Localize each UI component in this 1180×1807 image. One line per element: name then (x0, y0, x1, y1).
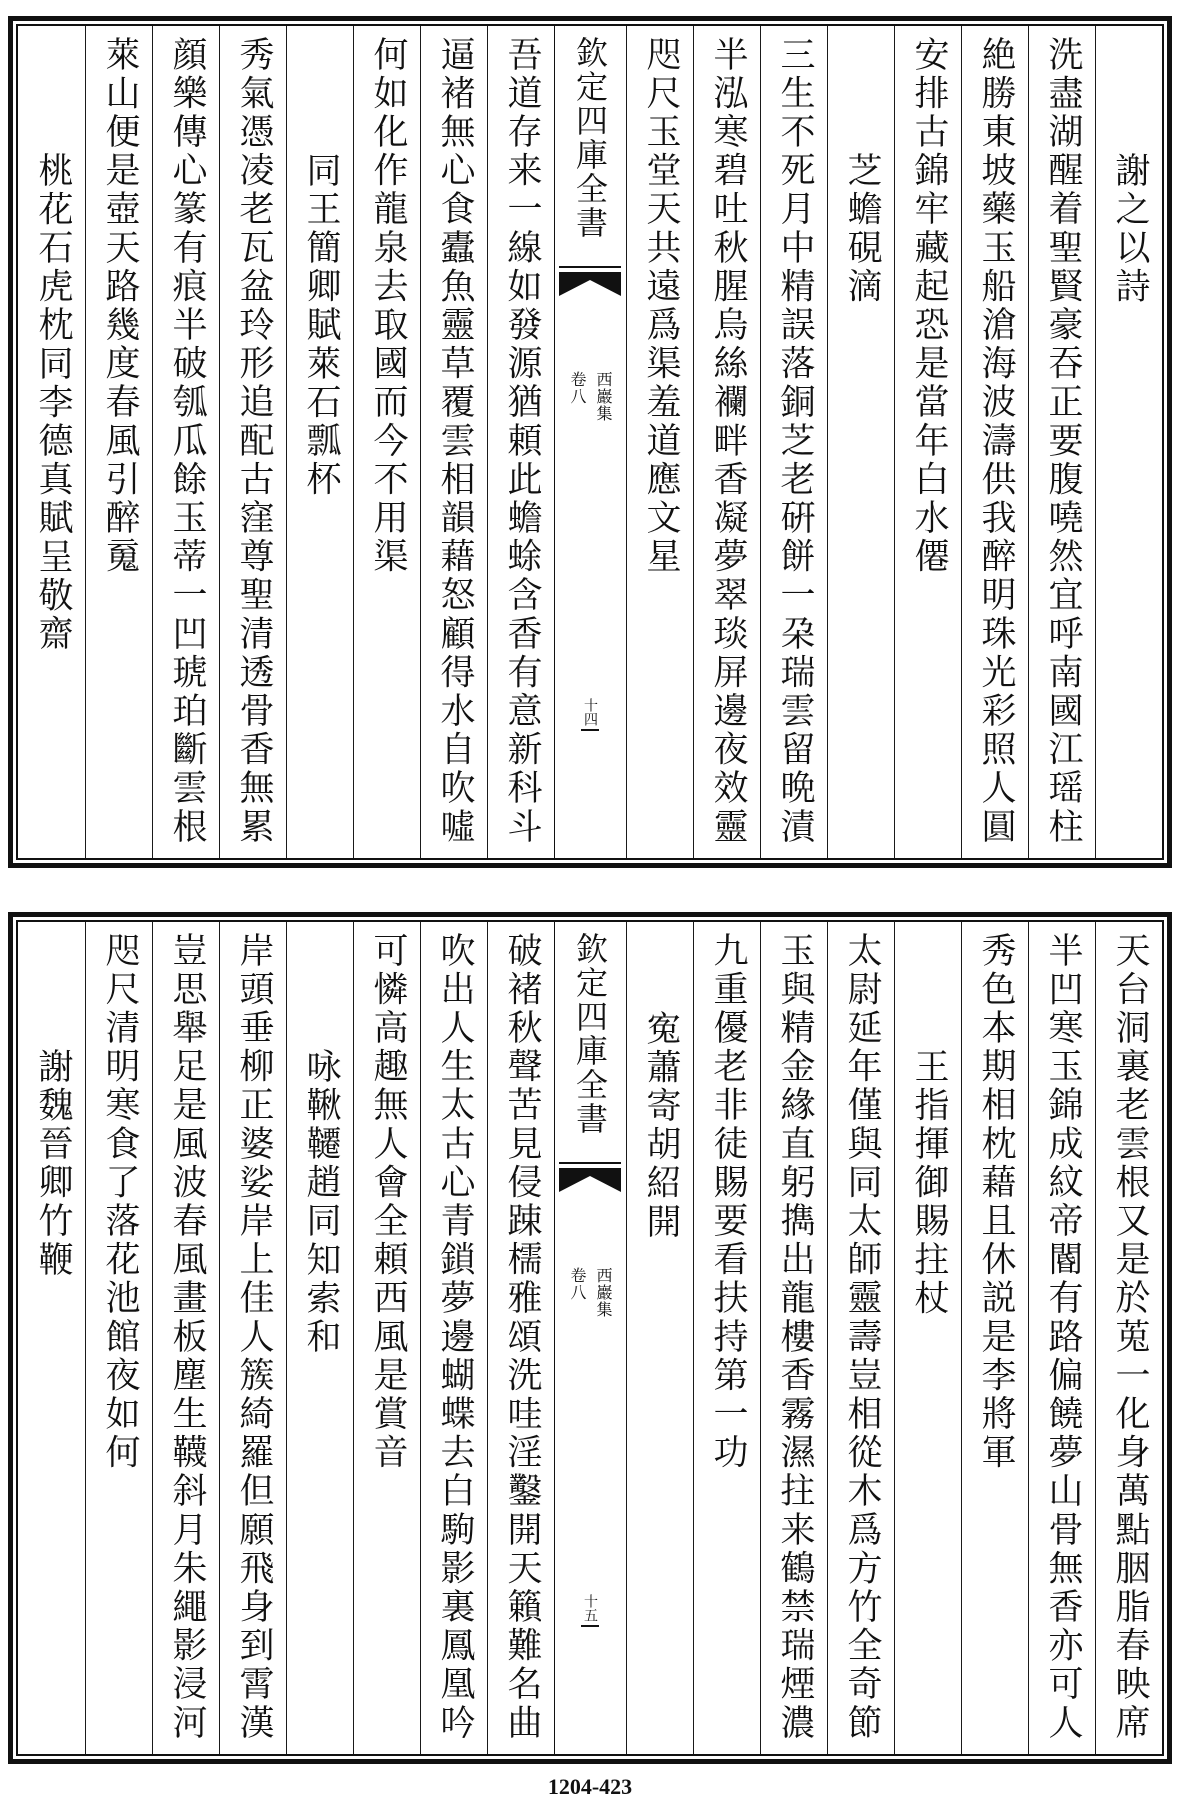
text-column: 顔樂傳心篆有痕半破瓠瓜餘玉蒂一凹琥珀斷雲根 (152, 26, 219, 858)
poem-title-column: 咏鞦韆趙同知索和 (286, 922, 353, 1754)
text-column: 萊山便是壺天路幾度春風引醉䰟 (85, 26, 152, 858)
fold-volume: 卷八 (568, 1267, 587, 1301)
text-column: 吹出人生太古心青鎖夢邊蝴蝶去白駒影裏鳳凰吟 (420, 922, 487, 1754)
page-number-rule (581, 729, 599, 731)
fold-column (554, 922, 626, 1754)
text-column: 咫尺玉堂天共遠爲渠羞道應文星 (626, 26, 693, 858)
fold-title: 欽定四庫全書 (571, 932, 609, 1136)
poem-title-column: 桃花石虎枕同李德真賦呈敬齋 (33, 152, 73, 654)
text-column: 何如化作龍泉去取國而今不用渠 (353, 26, 420, 858)
text-column: 半凹寒玉錦成紋帝閽有路偏饒夢山骨無香亦可人 (1028, 922, 1095, 1754)
text-column: 破褚秋聲苦見侵踈檽雅頌洗哇淫鑿開天籟難名曲 (487, 922, 554, 1754)
text-column: 半泓寒碧吐秋腥烏絲襴畔香凝夢翠琰屏邊夜效靈 (693, 26, 760, 858)
text-column: 天台洞裏老雲根又是於莵一化身萬點胭脂春映席 (1095, 922, 1162, 1754)
poem-title-column: 謝之以詩 (1095, 26, 1162, 858)
fold-page-number (555, 1594, 625, 1627)
footer-page-id: 1204-423 (547, 1774, 633, 1799)
text-column: 玉與精金緣直躬擕出龍樓香霧濕拄来鶴禁瑞煙濃 (760, 922, 827, 1754)
poem-title-column: 芝蟾硯滴 (827, 26, 894, 858)
page-bottom (8, 912, 1172, 1764)
text-column: 洗盡湖醒着聖賢豪吞正要腹嘵然宜呼南國江瑶柱 (1028, 26, 1095, 858)
fold-meta (555, 1267, 625, 1318)
fold-column (554, 26, 626, 858)
fold-volume: 卷八 (568, 371, 587, 405)
poem-title-column: 同王簡卿賦萊石瓢杯 (286, 26, 353, 858)
fold-book-name: 西巖集 (594, 1267, 613, 1318)
text-column: 絶勝東坡藥玉船滄海波濤供我醉明珠光彩照人圓 (961, 26, 1028, 858)
poem-title-column: 謝魏晉卿竹鞭 (33, 1048, 73, 1280)
text-column: 逼褚無心食蠹魚靈草覆雲相韻藉怒顧得水自吹噓 (420, 26, 487, 858)
page-top-frame (16, 24, 1164, 860)
fold-book-name: 西巖集 (594, 371, 613, 422)
text-column: 吾道存来一線如發源猶頼此蟾蜍含香有意新科斗 (487, 26, 554, 858)
text-column: 三生不死月中精誤落銅芝老硏餅一朶瑞雲留晩漬 (760, 26, 827, 858)
text-column: 秀色本期相枕藉且休説是李將軍 (961, 922, 1028, 1754)
fold-title: 欽定四庫全書 (571, 36, 609, 240)
text-column: 可憐高趣無人會全頼西風是賞音 (353, 922, 420, 1754)
text-column: 九重優老非徒賜要看扶持第一功 (693, 922, 760, 1754)
text-column: 安排古錦牢藏起恐是當年白水僊 (894, 26, 961, 858)
fold-page-number (555, 698, 625, 731)
fishtail-mark-icon (559, 266, 621, 296)
page-bottom-frame (16, 920, 1164, 1756)
fold-page-number-text: 十五 (582, 1594, 598, 1622)
fishtail-mark-icon (559, 1162, 621, 1192)
text-column: 太尉延年僅與同太師靈壽豈相從木爲方竹全奇節 (827, 922, 894, 1754)
poem-title-column: 王指揮御賜拄杖 (894, 922, 961, 1754)
fold-meta (555, 371, 625, 422)
text-column: 秀氣憑凌老瓦盆玲形追配古窪尊聖清透骨香無累 (219, 26, 286, 858)
text-column: 豈思舉足是風波春風畫板塵生韈斜月朱繩影浸河 (152, 922, 219, 1754)
text-column: 岸頭垂柳正婆娑岸上佳人簇綺羅但願飛身到霄漢 (219, 922, 286, 1754)
page-top (8, 16, 1172, 868)
poem-title-column: 寃蕭寄胡紹開 (626, 922, 693, 1754)
text-column: 咫尺清明寒食了落花池館夜如何 (85, 922, 152, 1754)
fold-page-number-text: 十四 (582, 698, 598, 726)
page-number-rule (581, 1625, 599, 1627)
